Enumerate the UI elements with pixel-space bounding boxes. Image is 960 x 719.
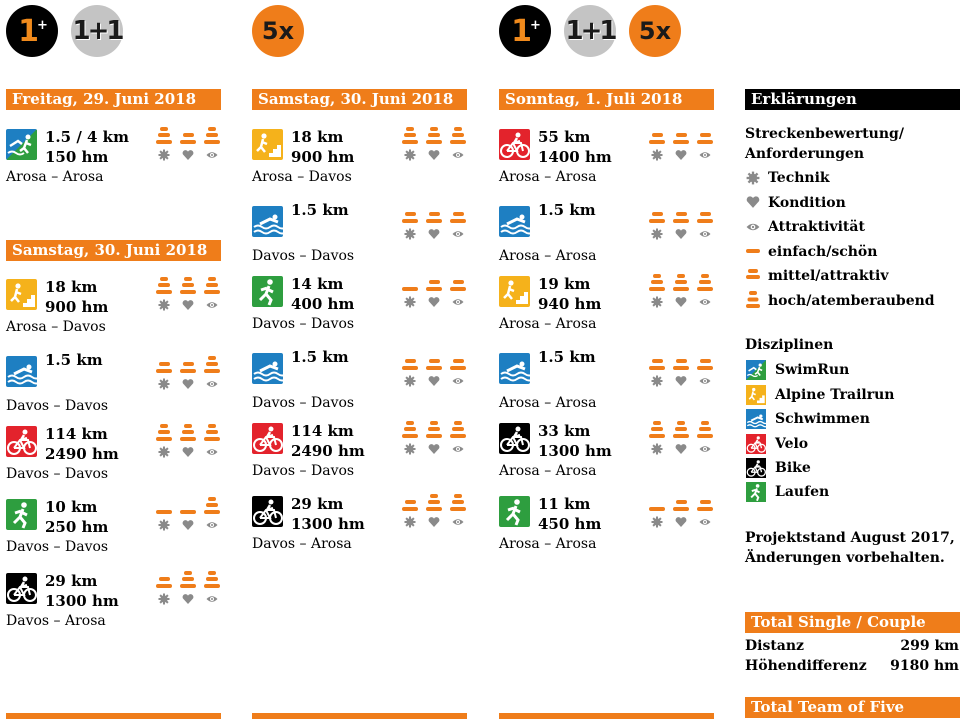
rating-gear bbox=[649, 274, 665, 310]
heart-icon bbox=[675, 443, 687, 455]
heart-icon bbox=[428, 516, 440, 528]
rating-eye bbox=[697, 494, 713, 530]
hoehe-label: Höhendifferenz bbox=[745, 658, 867, 674]
single-logo: 1 + bbox=[499, 5, 551, 57]
stage-c2s2 bbox=[252, 200, 467, 266]
rating-heart bbox=[426, 353, 442, 389]
team-five-logo: 5x bbox=[252, 5, 304, 57]
stage-ratings bbox=[649, 421, 713, 457]
stage-c1s6 bbox=[6, 571, 221, 637]
eye-icon bbox=[206, 378, 218, 390]
rating-eye bbox=[204, 277, 220, 313]
rating-gear bbox=[156, 356, 172, 392]
stage-elevation: 2490 hm bbox=[45, 445, 119, 463]
velo-icon bbox=[6, 426, 37, 457]
heart-icon bbox=[182, 519, 194, 531]
stage-elevation: 1300 hm bbox=[45, 592, 119, 610]
stage-route: Davos – Davos bbox=[252, 248, 355, 264]
rating-eye bbox=[450, 127, 466, 163]
rating-heart bbox=[673, 353, 689, 389]
rating-gear bbox=[156, 497, 172, 533]
stage-ratings bbox=[649, 347, 713, 383]
heart-icon bbox=[428, 443, 440, 455]
stage-distance: 1.5 km bbox=[538, 201, 596, 219]
rating-heart bbox=[673, 421, 689, 457]
stage-elevation: 450 hm bbox=[538, 515, 602, 533]
rating-eye bbox=[697, 274, 713, 310]
gear-icon bbox=[746, 171, 760, 185]
stage-c2s6 bbox=[252, 494, 467, 560]
eye-icon bbox=[452, 296, 464, 308]
rating-heart bbox=[673, 127, 689, 163]
stage-distance: 11 km bbox=[538, 495, 591, 513]
distanz-label: Distanz bbox=[745, 638, 805, 654]
stage-elevation: 1400 hm bbox=[538, 148, 612, 166]
eye-icon bbox=[206, 299, 218, 311]
rating-gear bbox=[402, 206, 418, 242]
stage-distance: 29 km bbox=[291, 495, 344, 513]
heart-icon bbox=[428, 228, 440, 240]
heart-icon bbox=[675, 296, 687, 308]
laufen-icon bbox=[252, 276, 283, 307]
rating-heart bbox=[180, 356, 196, 392]
stage-route: Davos – Arosa bbox=[6, 613, 106, 629]
heart-icon bbox=[182, 299, 194, 311]
stage-route: Arosa – Arosa bbox=[6, 169, 104, 185]
velo-icon bbox=[499, 129, 530, 160]
stage-ratings bbox=[649, 494, 713, 530]
stage-distance: 33 km bbox=[538, 422, 591, 440]
stage-route: Arosa – Arosa bbox=[499, 395, 597, 411]
gear-icon bbox=[158, 519, 170, 531]
rating-eye bbox=[204, 497, 220, 533]
gear-icon bbox=[404, 443, 416, 455]
stage-distance: 1.5 km bbox=[538, 348, 596, 366]
stage-elevation: 900 hm bbox=[45, 298, 109, 316]
stage-elevation: 250 hm bbox=[45, 518, 109, 536]
swim-icon bbox=[746, 409, 766, 429]
eye-icon bbox=[206, 446, 218, 458]
couple-logo: 1+1 bbox=[71, 5, 123, 57]
heart-icon bbox=[428, 375, 440, 387]
laufen-icon bbox=[746, 482, 766, 502]
rating-eye bbox=[204, 356, 220, 392]
rating-gear bbox=[649, 421, 665, 457]
stage-route: Davos – Davos bbox=[252, 316, 355, 332]
eye-icon bbox=[452, 228, 464, 240]
level-easy-icon bbox=[746, 244, 760, 258]
heart-icon bbox=[675, 375, 687, 387]
rating-heart bbox=[180, 571, 196, 607]
stage-route: Arosa – Davos bbox=[6, 319, 106, 335]
rating-eye bbox=[450, 353, 466, 389]
rating-gear bbox=[156, 277, 172, 313]
stage-distance: 1.5 km bbox=[45, 351, 103, 369]
stage-c3s5 bbox=[499, 421, 714, 487]
stage-c3s2 bbox=[499, 200, 714, 266]
heart-icon bbox=[675, 149, 687, 161]
rating-gear bbox=[649, 127, 665, 163]
heart-icon bbox=[675, 516, 687, 528]
gear-icon bbox=[651, 149, 663, 161]
bike-icon bbox=[746, 458, 766, 478]
rating-heart bbox=[180, 127, 196, 163]
rating-heart bbox=[673, 206, 689, 242]
rating-gear bbox=[649, 353, 665, 389]
gear-icon bbox=[404, 296, 416, 308]
stage-ratings bbox=[649, 200, 713, 236]
stage-c2s1 bbox=[252, 127, 467, 193]
rating-gear bbox=[156, 571, 172, 607]
stage-distance: 14 km bbox=[291, 275, 344, 293]
stage-route: Arosa – Arosa bbox=[499, 463, 597, 479]
day-header: Freitag, 29. Juni 2018 bbox=[6, 89, 221, 110]
heart-icon bbox=[182, 593, 194, 605]
velo-icon bbox=[746, 434, 766, 454]
rating-heart bbox=[180, 277, 196, 313]
stage-elevation: 400 hm bbox=[291, 295, 355, 313]
gear-icon bbox=[158, 299, 170, 311]
bike-icon bbox=[252, 496, 283, 527]
hoehe-value: 9180 hm bbox=[890, 658, 959, 674]
trailrun-icon bbox=[499, 276, 530, 307]
stage-distance: 1.5 km bbox=[291, 201, 349, 219]
gear-icon bbox=[404, 516, 416, 528]
stage-c3s1 bbox=[499, 127, 714, 193]
stage-ratings bbox=[156, 350, 220, 386]
day-header: Samstag, 30. Juni 2018 bbox=[6, 240, 221, 261]
legend-hoch: hoch/atemberaubend bbox=[768, 293, 935, 309]
eye-icon bbox=[206, 519, 218, 531]
laufen-icon bbox=[6, 499, 37, 530]
stage-route: Davos – Arosa bbox=[252, 536, 352, 552]
stage-elevation: 2490 hm bbox=[291, 442, 365, 460]
legend-discipline-label: Alpine Trailrun bbox=[775, 387, 895, 403]
swim-icon bbox=[252, 353, 283, 384]
eye-icon bbox=[699, 228, 711, 240]
day-header: Sonntag, 1. Juli 2018 bbox=[499, 89, 714, 110]
rating-gear bbox=[402, 274, 418, 310]
gear-icon bbox=[651, 228, 663, 240]
stage-ratings bbox=[402, 274, 466, 310]
stage-distance: 1.5 / 4 km bbox=[45, 128, 129, 146]
legend-kondition: Kondition bbox=[768, 195, 846, 211]
stage-distance: 114 km bbox=[45, 425, 108, 443]
swimrun-icon bbox=[6, 129, 37, 160]
stage-ratings bbox=[402, 200, 466, 236]
bottom-bar bbox=[499, 713, 714, 719]
disciplines-title: Disziplinen bbox=[745, 337, 834, 353]
heart-icon bbox=[746, 195, 760, 209]
rating-gear bbox=[402, 494, 418, 530]
stage-route: Arosa – Arosa bbox=[499, 536, 597, 552]
rating-eye bbox=[204, 571, 220, 607]
rating-eye bbox=[450, 274, 466, 310]
gear-icon bbox=[404, 228, 416, 240]
bike-icon bbox=[6, 573, 37, 604]
day-header: Samstag, 30. Juni 2018 bbox=[252, 89, 467, 110]
legend-header: Erklärungen bbox=[745, 89, 960, 110]
total-single-header: Total Single / Couple bbox=[745, 612, 960, 633]
stage-route: Arosa – Arosa bbox=[499, 169, 597, 185]
rating-eye bbox=[697, 206, 713, 242]
rating-eye bbox=[697, 353, 713, 389]
gear-icon bbox=[158, 593, 170, 605]
stage-route: Davos – Davos bbox=[252, 463, 355, 479]
rating-heart bbox=[426, 206, 442, 242]
eye-icon bbox=[699, 375, 711, 387]
stage-route: Arosa – Arosa bbox=[499, 248, 597, 264]
rating-eye bbox=[204, 127, 220, 163]
rating-gear bbox=[156, 424, 172, 460]
stage-distance: 10 km bbox=[45, 498, 98, 516]
legend-discipline-label: Bike bbox=[775, 460, 811, 476]
legend-discipline-label: Laufen bbox=[775, 484, 830, 500]
stage-route: Davos – Davos bbox=[252, 395, 355, 411]
single-logo: 1 + bbox=[6, 5, 58, 57]
eye-icon bbox=[452, 443, 464, 455]
legend-einfach: einfach/schön bbox=[768, 244, 878, 260]
stage-ratings bbox=[156, 424, 220, 460]
eye-icon bbox=[206, 593, 218, 605]
velo-icon bbox=[252, 423, 283, 454]
swimrun-icon bbox=[746, 360, 766, 380]
gear-icon bbox=[404, 375, 416, 387]
heart-icon bbox=[182, 446, 194, 458]
stage-route: Davos – Davos bbox=[6, 539, 109, 555]
stage-ratings bbox=[156, 127, 220, 163]
trailrun-icon bbox=[252, 129, 283, 160]
heart-icon bbox=[182, 378, 194, 390]
stage-c2s5 bbox=[252, 421, 467, 487]
stage-distance: 114 km bbox=[291, 422, 354, 440]
rating-heart bbox=[180, 424, 196, 460]
swim-icon bbox=[6, 356, 37, 387]
stage-c1s5 bbox=[6, 497, 221, 563]
rating-gear bbox=[649, 206, 665, 242]
stage-c1s3 bbox=[6, 350, 221, 416]
rating-eye bbox=[450, 421, 466, 457]
laufen-icon bbox=[499, 496, 530, 527]
gear-icon bbox=[158, 378, 170, 390]
rating-heart bbox=[673, 494, 689, 530]
note-text: Änderungen vorbehalten. bbox=[745, 550, 945, 566]
rating-gear bbox=[156, 127, 172, 163]
legend-technik: Technik bbox=[768, 170, 830, 186]
gear-icon bbox=[158, 149, 170, 161]
legend-mittel: mittel/attraktiv bbox=[768, 268, 889, 284]
stage-ratings bbox=[156, 497, 220, 533]
eye-icon bbox=[699, 149, 711, 161]
bottom-bar bbox=[252, 713, 467, 719]
stage-distance: 18 km bbox=[291, 128, 344, 146]
legend-discipline-label: SwimRun bbox=[775, 362, 850, 378]
rating-eye bbox=[450, 206, 466, 242]
total-team-header: Total Team of Five bbox=[745, 697, 960, 718]
stage-c1s1 bbox=[6, 127, 221, 193]
eye-icon bbox=[452, 149, 464, 161]
legend-discipline-label: Velo bbox=[775, 436, 809, 452]
eye-icon bbox=[452, 375, 464, 387]
stage-c2s3 bbox=[252, 274, 467, 340]
gear-icon bbox=[404, 149, 416, 161]
stage-c3s4 bbox=[499, 347, 714, 413]
stage-ratings bbox=[402, 127, 466, 163]
stage-c1s2 bbox=[6, 277, 221, 343]
stage-ratings bbox=[649, 274, 713, 310]
eye-icon bbox=[699, 443, 711, 455]
stage-ratings bbox=[402, 494, 466, 530]
stage-distance: 55 km bbox=[538, 128, 591, 146]
rating-gear bbox=[402, 421, 418, 457]
eye-icon bbox=[452, 516, 464, 528]
distanz-value: 299 km bbox=[900, 638, 959, 654]
trailrun-icon bbox=[746, 385, 766, 405]
rating-heart bbox=[426, 274, 442, 310]
swim-icon bbox=[499, 206, 530, 237]
stage-elevation: 150 hm bbox=[45, 148, 109, 166]
legend-attraktivitaet: Attraktivität bbox=[768, 219, 865, 235]
eye-icon bbox=[746, 220, 760, 234]
rating-gear bbox=[402, 127, 418, 163]
stage-elevation: 1300 hm bbox=[538, 442, 612, 460]
stage-route: Davos – Davos bbox=[6, 398, 109, 414]
stage-distance: 19 km bbox=[538, 275, 591, 293]
stage-c3s6 bbox=[499, 494, 714, 560]
rating-heart bbox=[426, 127, 442, 163]
stage-c3s3 bbox=[499, 274, 714, 340]
stage-distance: 1.5 km bbox=[291, 348, 349, 366]
stage-route: Davos – Davos bbox=[6, 466, 109, 482]
stage-ratings bbox=[649, 127, 713, 163]
stage-distance: 29 km bbox=[45, 572, 98, 590]
gear-icon bbox=[158, 446, 170, 458]
stage-elevation: 940 hm bbox=[538, 295, 602, 313]
stage-distance: 18 km bbox=[45, 278, 98, 296]
stage-c1s4 bbox=[6, 424, 221, 490]
stage-route: Arosa – Arosa bbox=[499, 316, 597, 332]
stage-ratings bbox=[402, 421, 466, 457]
rating-eye bbox=[450, 494, 466, 530]
heart-icon bbox=[428, 149, 440, 161]
trailrun-icon bbox=[6, 279, 37, 310]
rating-heart bbox=[180, 497, 196, 533]
eye-icon bbox=[699, 516, 711, 528]
note-text: Projektstand August 2017, bbox=[745, 530, 955, 546]
stage-ratings bbox=[156, 571, 220, 607]
eye-icon bbox=[699, 296, 711, 308]
gear-icon bbox=[651, 516, 663, 528]
rating-heart bbox=[426, 494, 442, 530]
swim-icon bbox=[252, 206, 283, 237]
rating-heart bbox=[673, 274, 689, 310]
rating-eye bbox=[697, 421, 713, 457]
rating-gear bbox=[402, 353, 418, 389]
rating-eye bbox=[204, 424, 220, 460]
rating-gear bbox=[649, 494, 665, 530]
legend-discipline-label: Schwimmen bbox=[775, 411, 870, 427]
rating-eye bbox=[697, 127, 713, 163]
stage-ratings bbox=[402, 347, 466, 383]
heart-icon bbox=[182, 149, 194, 161]
bottom-bar bbox=[6, 713, 221, 719]
stage-route: Arosa – Davos bbox=[252, 169, 352, 185]
stage-c2s4 bbox=[252, 347, 467, 413]
gear-icon bbox=[651, 443, 663, 455]
stage-ratings bbox=[156, 277, 220, 313]
gear-icon bbox=[651, 375, 663, 387]
stage-elevation: 1300 hm bbox=[291, 515, 365, 533]
eye-icon bbox=[206, 149, 218, 161]
rating-title: Streckenbewertung/ bbox=[745, 126, 904, 142]
heart-icon bbox=[428, 296, 440, 308]
stage-elevation: 900 hm bbox=[291, 148, 355, 166]
swim-icon bbox=[499, 353, 530, 384]
level-high-icon bbox=[746, 291, 760, 309]
couple-logo: 1+1 bbox=[564, 5, 616, 57]
gear-icon bbox=[651, 296, 663, 308]
team-five-logo: 5x bbox=[629, 5, 681, 57]
rating-title: Anforderungen bbox=[745, 146, 865, 162]
level-medium-icon bbox=[746, 267, 760, 281]
bike-icon bbox=[499, 423, 530, 454]
rating-heart bbox=[426, 421, 442, 457]
heart-icon bbox=[675, 228, 687, 240]
